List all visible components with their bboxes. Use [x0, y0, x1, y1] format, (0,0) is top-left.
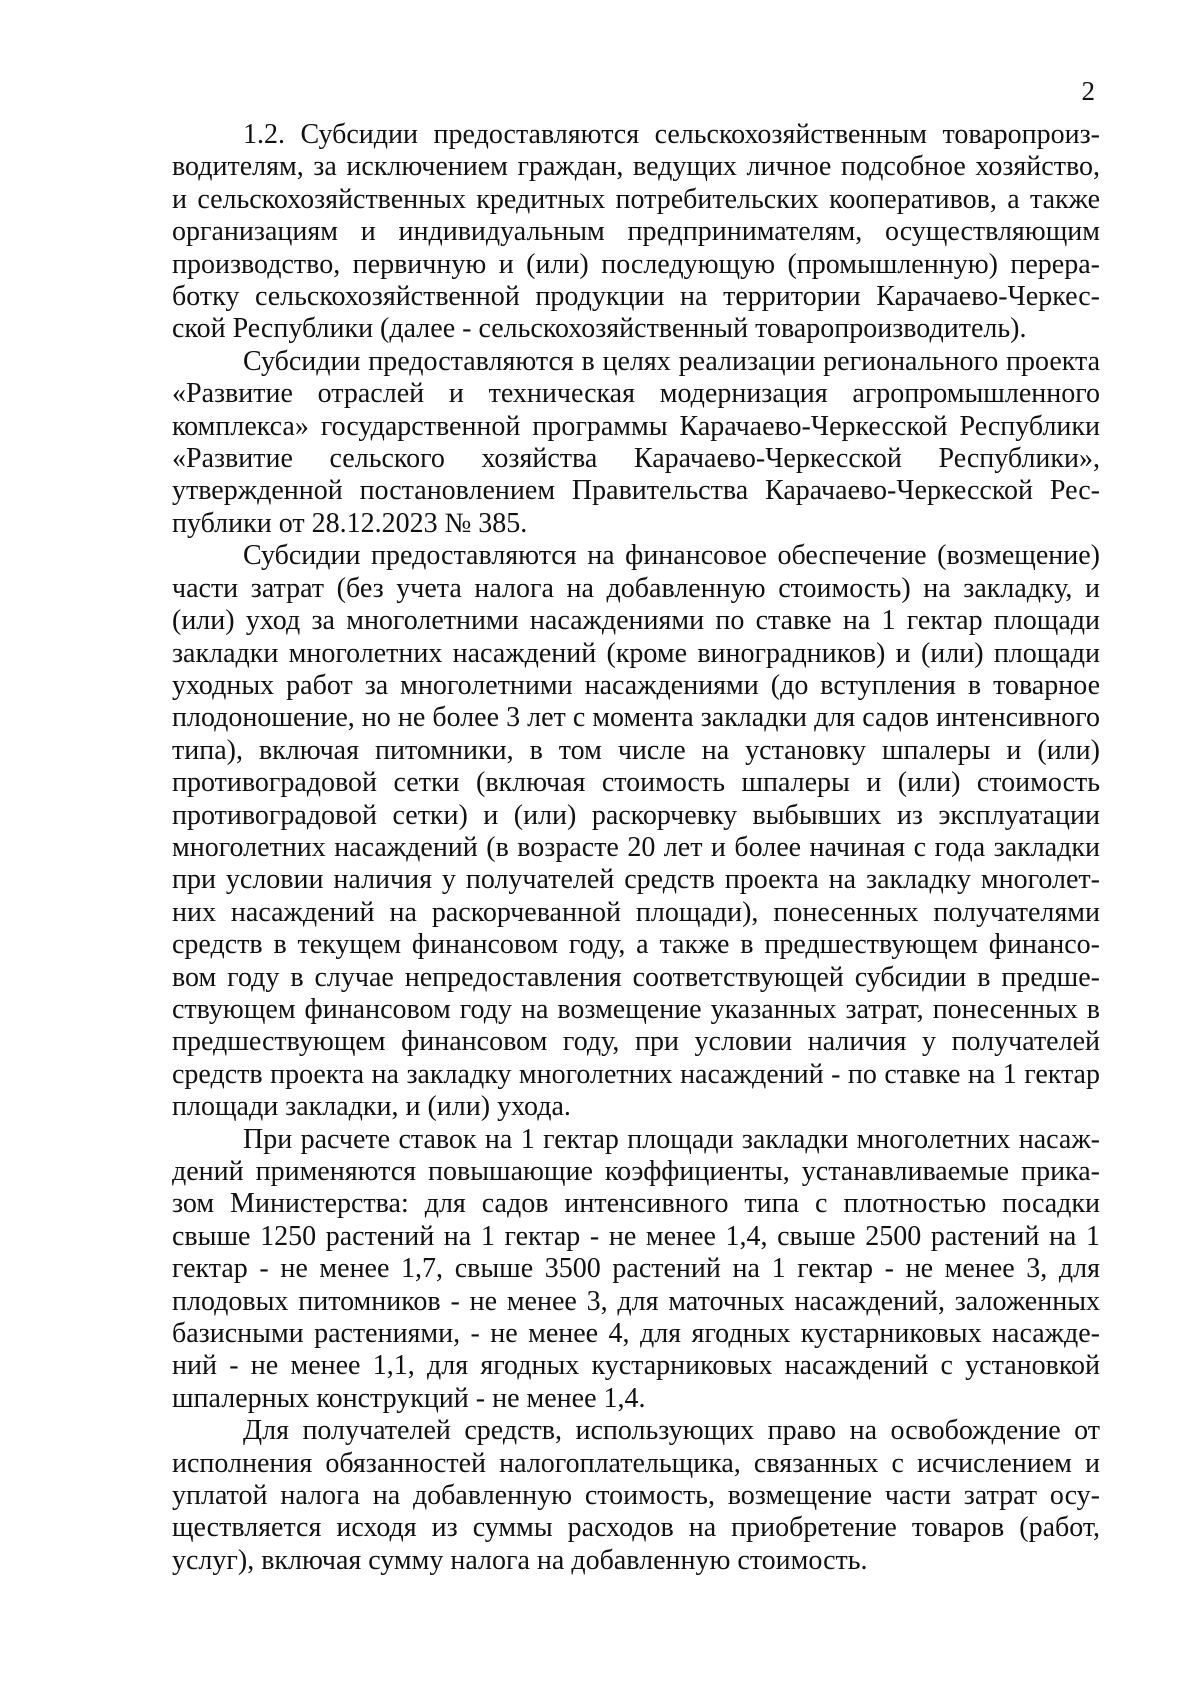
paragraph-rate-coefficients: При расчете ставок на 1 гектар площади закладки многолетних насаждений применяются повышающие коэффициенты, устанавливаемые приказом Министерства: для садов интенсивного типа с плотностью посадки свыше 1250 растений на 1 гектар - не менее 1,4, свыше 2500 растений на 1 гектар - не менее 1,7, свыше 3500 растений на 1 гектар - не менее 3, для плодовых питомников - не менее 3, для маточных насаждений, заложенных базисными растениями, - не менее 4, для ягодных кустарниковых насаждений - не менее 1,1, для ягодных кустарниковых насаждений с установкой шпалерных конструкций - не менее 1,4.	[172, 1123, 1100, 1414]
paragraph-subsidy-costs: Субсидии предоставляются на финансовое обеспечение (возмещение) части затрат (без учета налога на добавленную стоимость) на закладку, и (или) уход за многолетними насаждениями по ставке на 1 гектар площади закладки многолетних насаждений (кроме виноградников) и (или) площади уходных работ за многолетними насаждениями (до вступления в товарное плодоношение, но не более 3 лет с момента закладки для садов интенсивного типа), включая питомники, в том числе на установку шпалеры и (или) противоградовой сетки (включая стоимость шпалеры и (или) стоимость противоградовой сетки) и (или) раскорчевку выбывших из эксплуатации многолетних насаждений (в возрасте 20 лет и более начиная с года закладки при условии наличия у получателей средств проекта на закладку многолетних насаждений на раскорчеванной площади), понесенных получателями средств в текущем финансовом году, а также в предшествующем финансовом году в случае непредоставления соответствующей субсидии в предшествующем финансовом году на возмещение указанных затрат, понесенных в предшествующем финансовом году, при условии наличия у получателей средств проекта на закладку многолетних насаждений - по ставке на 1 гектар площади закладки, и (или) ухода.	[172, 540, 1100, 1123]
paragraph-subsidy-purpose: Субсидии предоставляются в целях реализации регионального проекта «Развитие отраслей и техническая модернизация агропромышленного комплекса» государственной программы Карачаево-Черкесской Республики «Развитие сельского хозяйства Карачаево-Черкесской Республики», утвержденной постановлением Правительства Карачаево-Черкесской Республики от 28.12.2023 № 385.	[172, 345, 1100, 539]
document-body	[172, 119, 1100, 1577]
paragraph-1-2-subsidy-recipients: 1.2. Субсидии предоставляются сельскохозяйственным товаропроизводителям, за исключением граждан, ведущих личное подсобное хозяйство, и сельскохозяйственных кредитных потребительских кооперативов, а также организациям и индивидуальным предпринимателям, осуществляющим производство, первичную и (или) последующую (промышленную) переработку сельскохозяйственной продукции на территории Карачаево-Черкесской Республики (далее - сельскохозяйственный товаропроизводитель).	[172, 119, 1100, 345]
paragraph-vat-exemption: Для получателей средств, использующих право на освобождение от исполнения обязанностей налогоплательщика, связанных с исчислением и уплатой налога на добавленную стоимость, возмещение части затрат осуществляется исходя из суммы расходов на приобретение товаров (работ, услуг), включая сумму налога на добавленную стоимость.	[172, 1415, 1100, 1576]
page-number: 2	[1081, 76, 1095, 106]
